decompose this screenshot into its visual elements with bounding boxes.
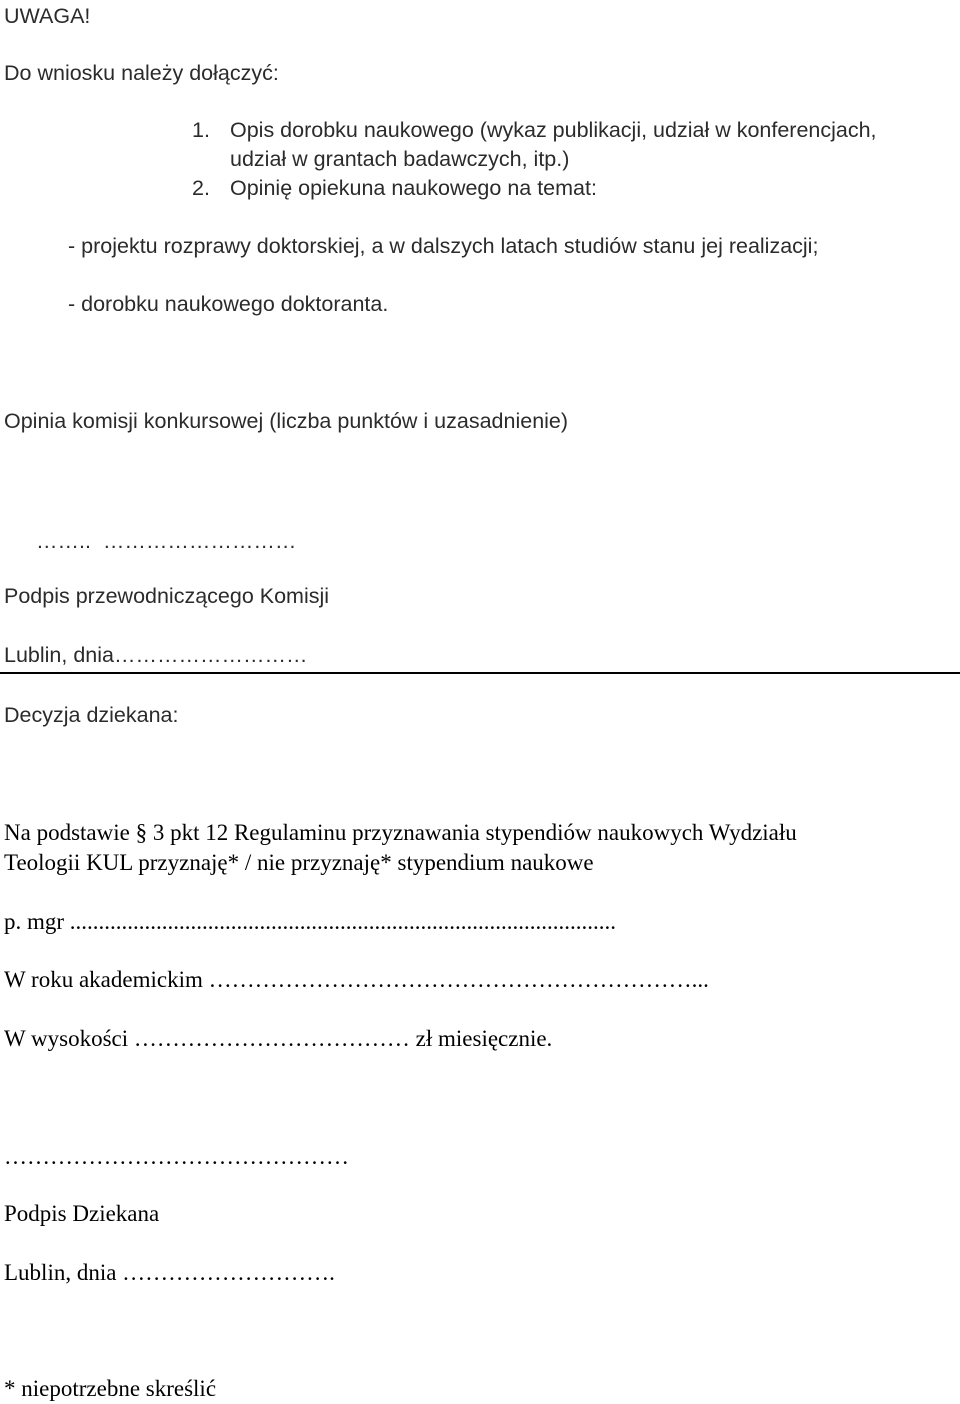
- section-divider: [0, 672, 960, 674]
- date-line-2: Lublin, dnia ……………………….: [4, 1260, 335, 1285]
- dean-signature-label: Podpis Dziekana: [4, 1201, 160, 1226]
- warning-heading: UWAGA!: [4, 4, 91, 28]
- decision-basis-line-2: Teologii KUL przyznaję* / nie przyznaję* stypendium naukowe: [4, 850, 594, 875]
- committee-opinion-label: Opinia komisji konkursowej (liczba punktów i uzasadnienie): [4, 409, 569, 433]
- date-line-1: Lublin, dnia………………………: [4, 643, 308, 667]
- footnote: * niepotrzebne skreślić: [4, 1376, 217, 1401]
- signature-dotted-line-2: ………………………………………: [4, 1144, 349, 1169]
- list-item-1-line-1: Opis dorobku naukowego (wykaz publikacji, udział w konferencjach,: [230, 118, 877, 142]
- amount-line: W wysokości ……………………………… zł miesięcznie.: [4, 1026, 553, 1051]
- list-number-2: 2.: [192, 176, 210, 200]
- dean-decision-label: Decyzja dziekana:: [4, 703, 179, 727]
- signature-dotted-line-1: …….. ………………………: [36, 529, 297, 553]
- attachments-intro: Do wniosku należy dołączyć:: [4, 61, 279, 85]
- list-number-1: 1.: [192, 118, 210, 142]
- bullet-item-1: - projektu rozprawy doktorskiej, a w dalszych latach studiów stanu jej realizacji;: [68, 234, 819, 258]
- recipient-line: p. mgr ...............................................................................................: [4, 909, 617, 934]
- academic-year-line: W roku akademickim ………………………………………………………...: [4, 967, 709, 992]
- chair-signature-label: Podpis przewodniczącego Komisji: [4, 584, 330, 608]
- bullet-item-2: - dorobku naukowego doktoranta.: [68, 292, 389, 316]
- list-item-1-line-2: udział w grantach badawczych, itp.): [230, 147, 570, 171]
- decision-basis-line-1: Na podstawie § 3 pkt 12 Regulaminu przyznawania stypendiów naukowych Wydziału: [4, 820, 797, 845]
- list-item-2-line-1: Opinię opiekuna naukowego na temat:: [230, 176, 597, 200]
